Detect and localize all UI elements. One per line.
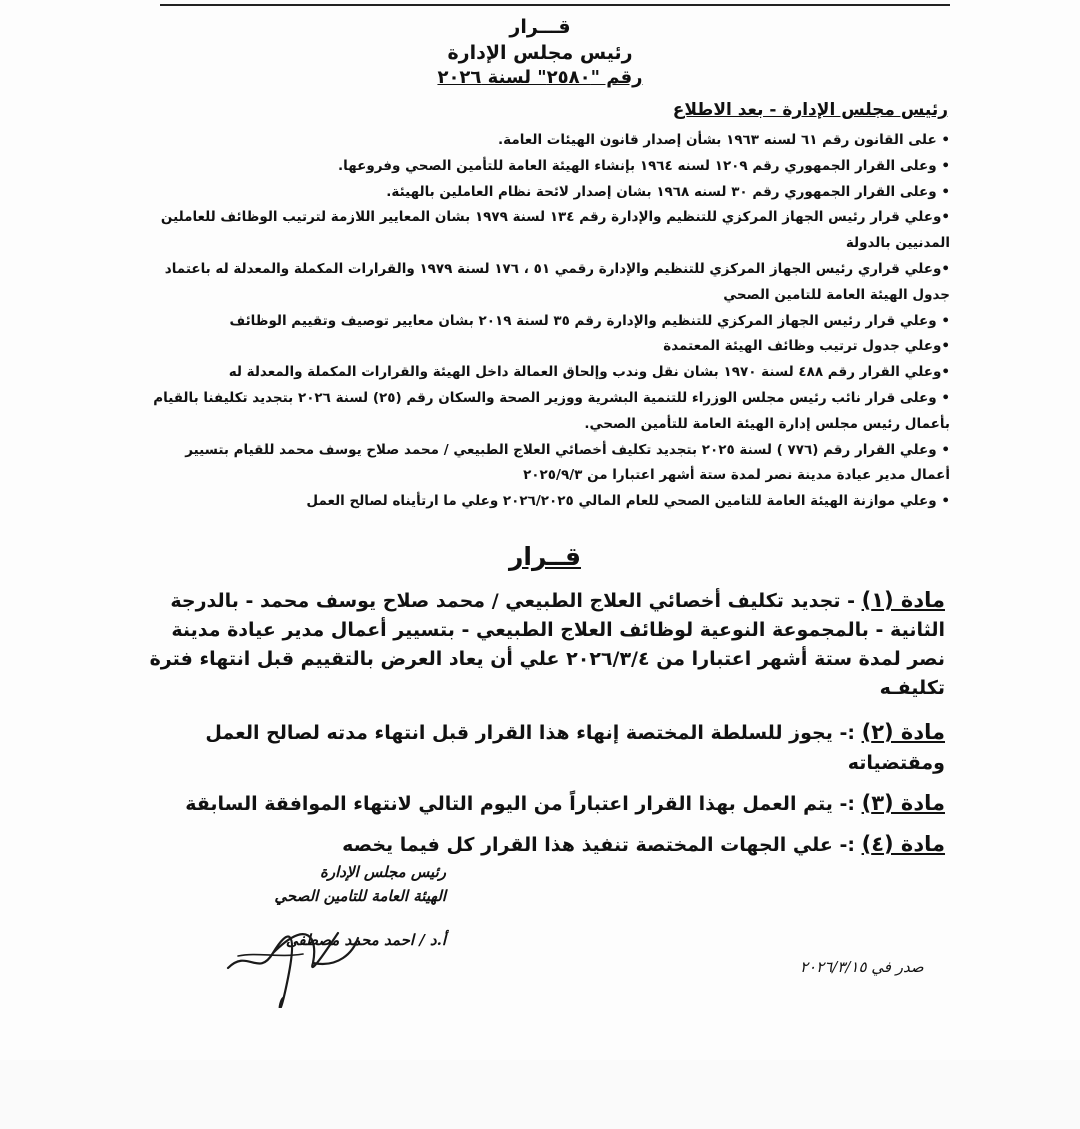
header-authority: رئيس مجلس الإدارة	[447, 42, 633, 64]
handwritten-signature-icon	[218, 908, 368, 1008]
article-2	[140, 717, 945, 778]
recital-item: • وعلي قرار رئيس الجهاز المركزي للتنظيم والإدارة رقم ٣٥ لسنة ٢٠١٩ بشان معايير توصيف وتقييم الوظائف	[229, 312, 950, 329]
header-title: قـــرار	[509, 16, 571, 38]
header-number: رقم "٢٥٨٠" لسنة ٢٠٢٦	[437, 67, 643, 88]
article-number: مادة (٢)	[861, 720, 945, 744]
article-text: :- علي الجهات المختصة تنفيذ هذا القرار كل فيما يخصه	[342, 834, 862, 856]
preamble-heading: رئيس مجلس الإدارة - بعد الاطلاع	[672, 100, 948, 120]
recital-item: • وعلى القرار الجمهوري رقم ٣٠ لسنه ١٩٦٨ بشان إصدار لائحة نظام العاملين بالهيئة.	[386, 183, 950, 200]
article-text: - تجديد تكليف أخصائي العلاج الطبيعي / محمد صلاح يوسف محمد - بالدرجة الثانية - بالمجموعة النوعية لوظائف العلاج الطبيعي - بتسيير أعمال مدير عيادة مدينة نصر لمدة ستة أشهر اعتبارا من ٢٠٢٦/٣/٤ علي أن يعاد العرض بالتقييم قبل انتهاء فترة تكليفـه	[149, 590, 945, 699]
article-text: :- يجوز للسلطة المختصة إنهاء هذا القرار قبل انتهاء مدته لصالح العمل ومقتضياته	[205, 722, 945, 774]
signatory-name: أ.د / احمد محمد مصطفى	[285, 931, 446, 949]
article-3	[140, 788, 945, 819]
page-bottom-margin	[0, 1060, 1080, 1129]
article-1	[140, 586, 945, 703]
recital-item: •وعلي جدول ترتيب وظائف الهيئة المعتمدة	[663, 338, 950, 355]
recital-item: •وعلي القرار رقم ٤٨٨ لسنة ١٩٧٠ بشان نقل وندب وإلحاق العمالة داخل الهيئة والقرارات المكملة والمعدلة له	[228, 364, 950, 381]
article-number: مادة (٣)	[861, 791, 945, 815]
recital-item: • وعلى قرار نائب رئيس مجلس الوزراء للتنمية البشرية ووزير الصحة والسكان رقم (٢٥) لسنة ٢٠٢٦ بتجديد تكليفنا بالقيام بأعمال رئيس مجلس إدارة الهيئة العامة للتأمين الصحي.	[153, 389, 950, 432]
recital-item: • وعلي القرار رقم (٧٧٦ ) لسنة ٢٠٢٥ بتجديد تكليف أخصائي العلاج الطبيعي / محمد صلاح يوسف محمد للقيام بتسيير أعمال مدير عيادة مدينة نصر لمدة ستة أشهر اعتبارا من ٢٠٢٥/٩/٣	[185, 441, 950, 484]
issue-date: صدر في ٢٠٢٦/٣/١٥	[800, 958, 924, 976]
decision-title: قــرار	[509, 542, 581, 571]
recitals-list	[150, 128, 950, 515]
article-text: :- يتم العمل بهذا القرار اعتباراً من اليوم التالي لانتهاء الموافقة السابقة	[185, 793, 862, 815]
recital-item: •وعلي قرار رئيس الجهاز المركزي للتنظيم والإدارة رقم ١٣٤ لسنة ١٩٧٩ بشان المعايير اللازمة لترتيب الوظائف للعاملين المدنيين بالدولة	[160, 209, 950, 252]
article-number: مادة (٤)	[861, 832, 945, 856]
recital-item: • وعلى القرار الجمهوري رقم ١٢٠٩ لسنه ١٩٦٤ بإنشاء الهيئة العامة للتأمين الصحي وفروعها.	[338, 157, 950, 174]
decision-header	[330, 14, 750, 90]
article-number: مادة (١)	[861, 588, 945, 612]
recital-item: • وعلي موازنة الهيئة العامة للتامين الصحي للعام المالي ٢٠٢٦/٢٠٢٥ وعلي ما ارتأيناه لصالح العمل	[306, 493, 950, 510]
articles-list	[140, 586, 945, 860]
article-4	[140, 829, 945, 860]
signatory-org: الهيئة العامة للتامين الصحي	[274, 887, 446, 905]
top-rule	[160, 4, 950, 6]
signatory-title: رئيس مجلس الإدارة	[320, 863, 446, 881]
recital-item: • على القانون رقم ٦١ لسنه ١٩٦٣ بشأن إصدار قانون الهيئات العامة.	[498, 132, 950, 148]
recital-item: •وعلي قراري رئيس الجهاز المركزي للتنظيم والإدارة رقمي ٥١ ، ١٧٦ لسنة ١٩٧٩ والقرارات المكملة والمعدلة له باعتماد جدول الهيئة العامة للتامين الصحي	[164, 260, 950, 303]
